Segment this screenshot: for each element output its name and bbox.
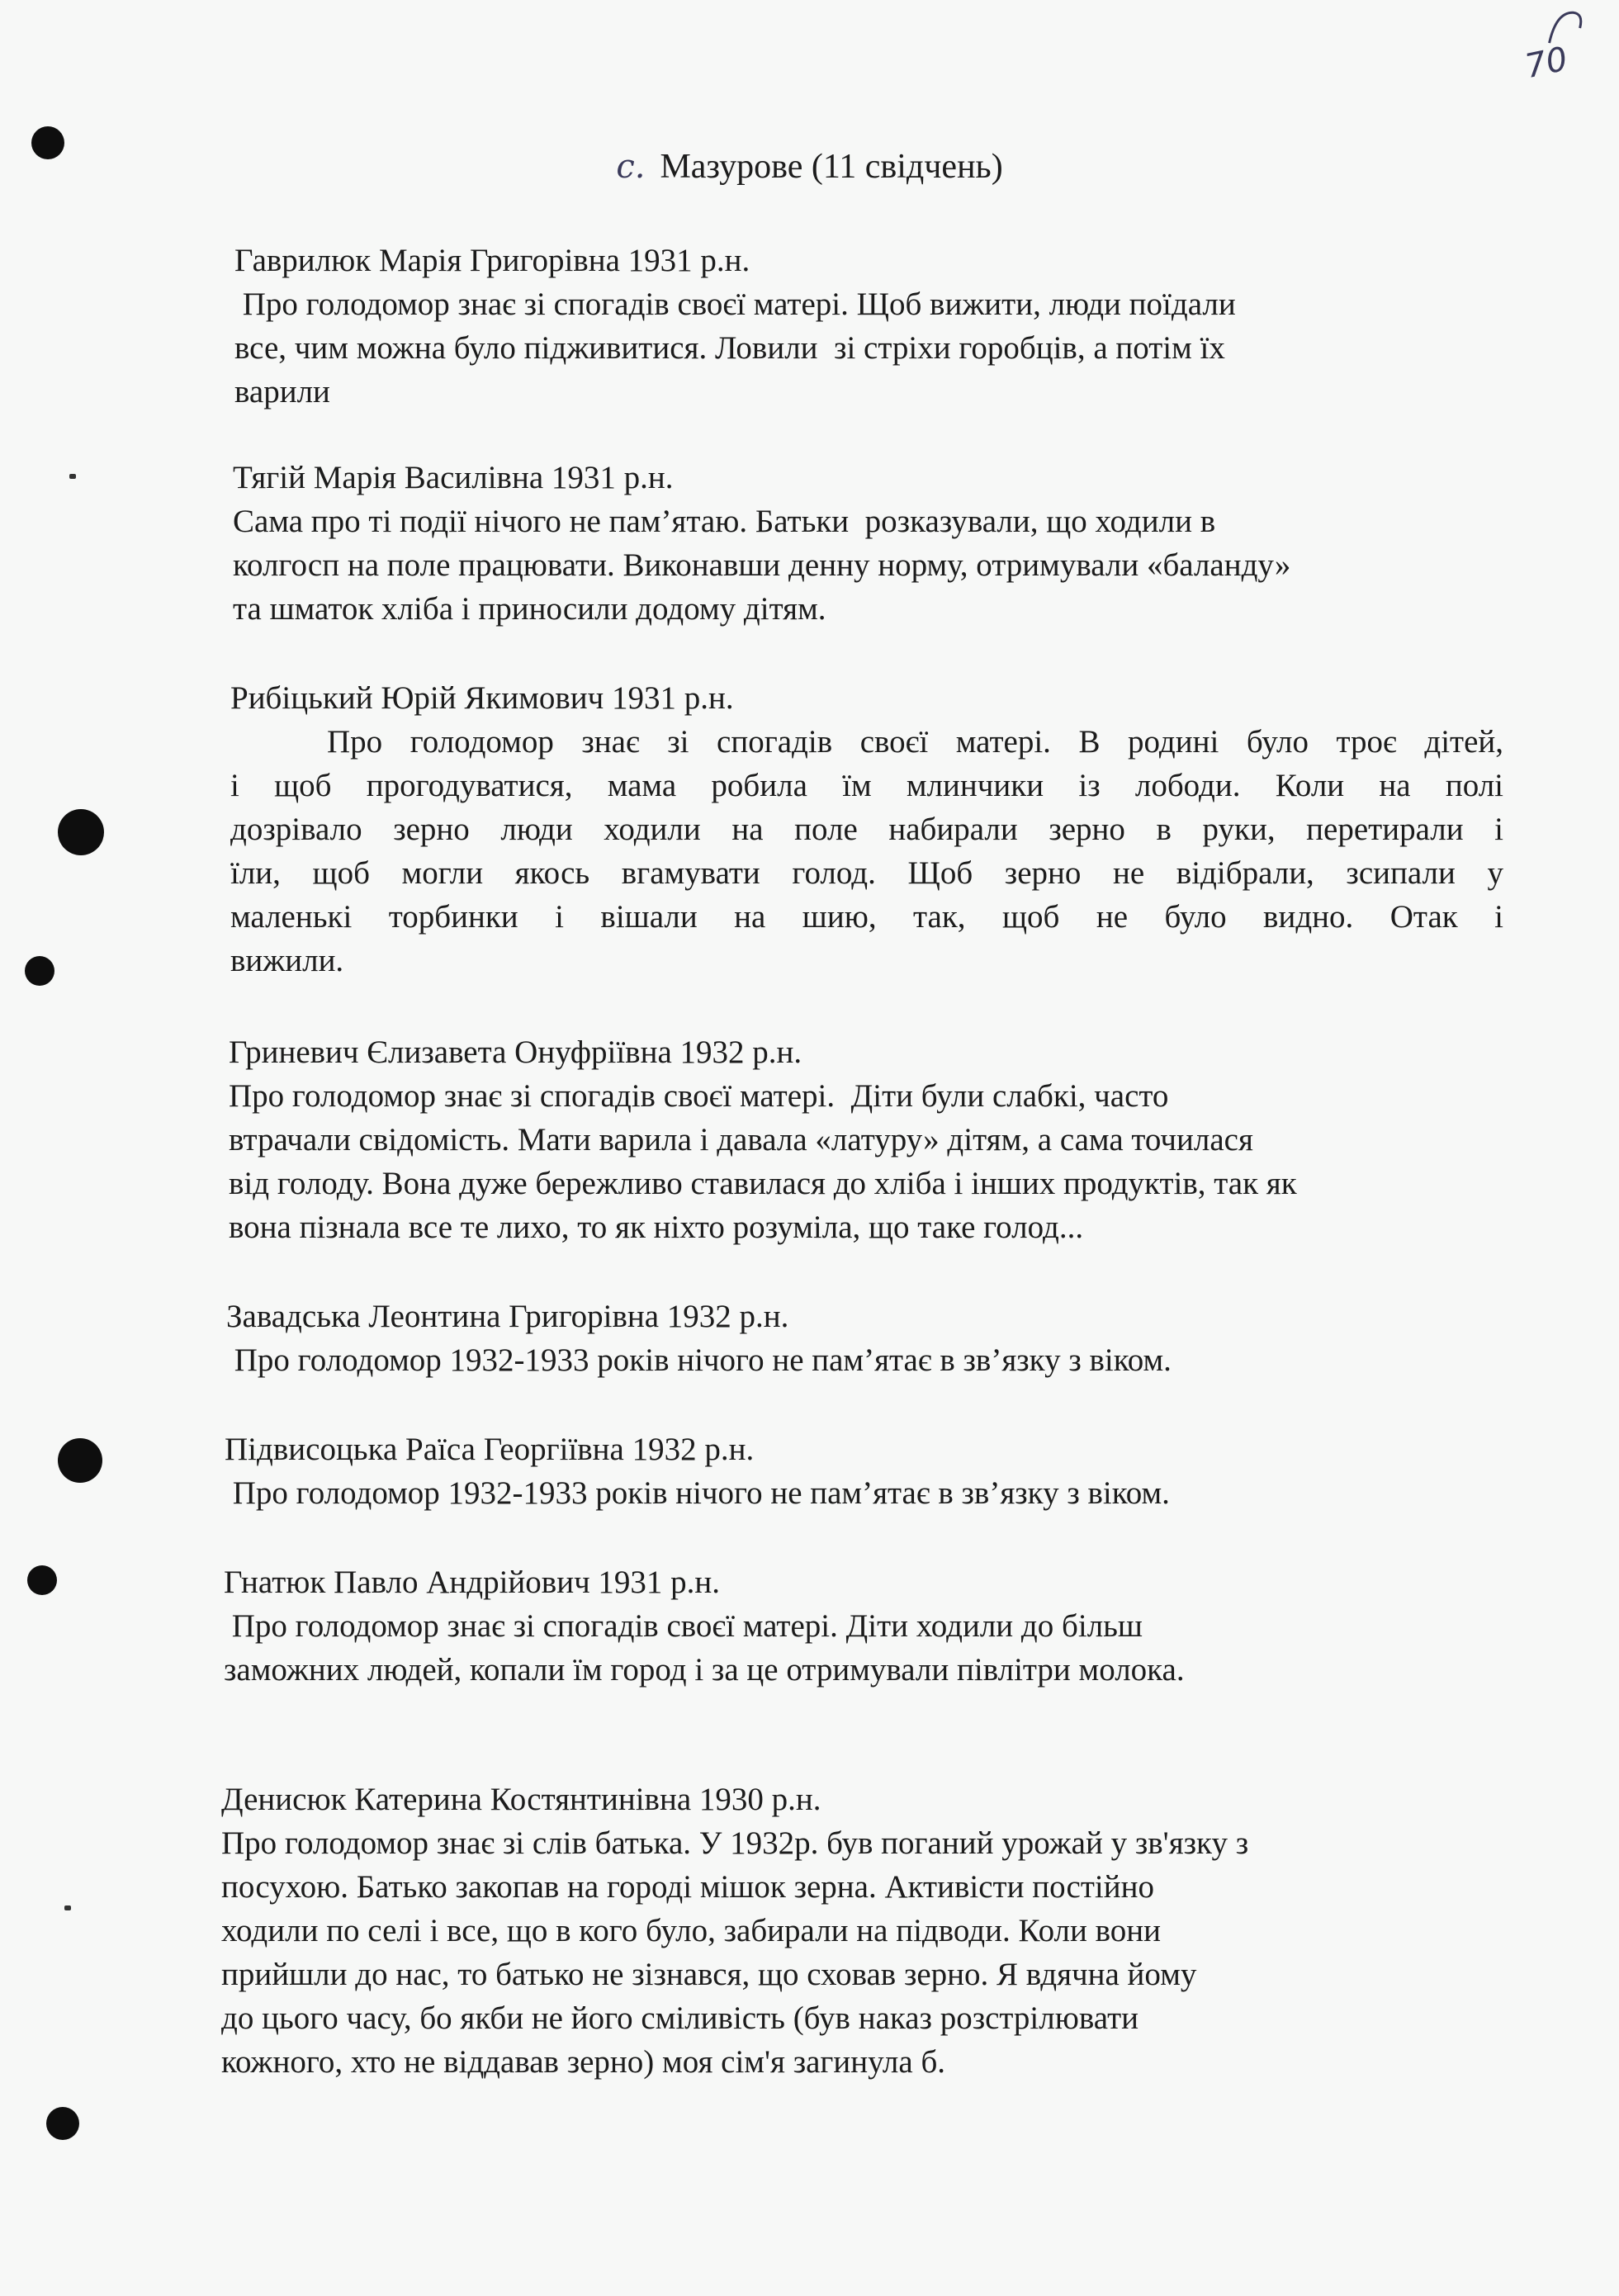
testimony-line: Про голодомор 1932-1933 років нічого не пам’ятає в зв’язку з віком. <box>225 1475 1170 1511</box>
testimony-line: кожного, хто не віддавав зерно) моя сім'я загинула б. <box>221 2044 946 2080</box>
testimony-line: вижили. <box>230 943 344 978</box>
testimony-entry <box>224 1560 1185 1692</box>
testimony-line: все, чим можна було підживитися. Ловили зі стріхи горобців, а потім їх <box>234 330 1225 366</box>
testimony-line: та шматок хліба і приносили додому дітям. <box>233 591 826 627</box>
testimony-line: Про голодомор знає зі спогадів своєї матері. Щоб вижити, люди поїдали <box>234 286 1236 322</box>
witness-name: Гриневич Єлизавета Онуфріївна 1932 р.н. <box>229 1034 802 1070</box>
testimony-line: вона пізнала все те лихо, то як ніхто розуміла, що таке голод... <box>229 1210 1084 1245</box>
testimony-line: від голоду. Вона дуже бережливо ставилася до хліба і інших продуктів, так як <box>229 1166 1297 1201</box>
punch-hole <box>25 956 54 986</box>
witness-name: Гнатюк Павло Андрійович 1931 р.н. <box>224 1565 721 1600</box>
punch-hole <box>27 1565 57 1595</box>
title-prefix-handwritten: с. <box>616 148 646 186</box>
witness-name: Гаврилюк Марія Григорівна 1931 р.н. <box>234 243 750 278</box>
testimony-line: до цього часу, бо якби не його сміливість (був наказ розстрілювати <box>221 2000 1139 2036</box>
witness-name: Підвисоцька Раїса Георгіївна 1932 р.н. <box>225 1432 755 1467</box>
witness-name: Тягій Марія Василівна 1931 р.н. <box>233 460 674 495</box>
handwritten-flourish <box>1539 1 1595 47</box>
testimony-line: посухою. Батько закопав на городі мішок зерна. Активісти постійно <box>221 1869 1154 1905</box>
testimony-entry <box>230 676 1503 982</box>
testimony-line: Про голодомор 1932-1933 років нічого не пам’ятає в зв’язку з віком. <box>226 1342 1172 1378</box>
binding-mark <box>64 1905 71 1910</box>
binding-mark <box>69 474 76 479</box>
punch-hole <box>58 1438 102 1483</box>
witness-name: Рибіцький Юрій Якимович 1931 р.н. <box>230 680 734 716</box>
testimony-entry <box>226 1295 1172 1382</box>
testimony-line: заможних людей, копали їм город і за це отримували півлітри молока. <box>224 1652 1185 1688</box>
punch-hole <box>58 809 104 855</box>
testimony-line: дозрівало зерно люди ходили на поле набирали зерно в руки, перетирали і <box>230 812 1503 847</box>
testimony-line: і щоб прогодуватися, мама робила їм млинчики із лободи. Коли на полі <box>230 768 1503 803</box>
testimony-line: колгосп на поле працювати. Виконавши денну норму, отримували «баланду» <box>233 547 1291 583</box>
witness-name: Денисюк Катерина Костянтинівна 1930 р.н. <box>221 1782 821 1817</box>
testimony-line: втрачали свідомість. Мати варила і давала «латуру» дітям, а сама точилася <box>229 1122 1253 1157</box>
testimony-line: маленькі торбинки і вішали на шию, так, щоб не було видно. Отак і <box>230 899 1503 935</box>
testimony-entry <box>221 1778 1248 2084</box>
testimony-line: Про голодомор знає зі спогадів своєї матері. В родині було троє дітей, <box>327 724 1503 760</box>
witness-name: Завадська Леонтина Григорівна 1932 р.н. <box>226 1299 789 1334</box>
testimony-entry <box>234 239 1236 414</box>
page-title <box>0 147 1619 187</box>
punch-hole <box>46 2107 79 2140</box>
testimony-line: Сама про ті події нічого не пам’ятаю. Батьки розказували, що ходили в <box>233 504 1216 539</box>
page-number <box>1515 1 1605 97</box>
testimony-line: їли, щоб могли якось вгамувати голод. Щоб зерно не відібрали, зсипали у <box>230 855 1503 891</box>
testimony-line: Про голодомор знає зі слів батька. У 1932р. був поганий урожай у зв'язку з <box>221 1825 1249 1861</box>
testimony-entry <box>233 456 1290 631</box>
testimony-line: прийшли до нас, то батько не зізнався, що сховав зерно. Я вдячна йому <box>221 1957 1197 1992</box>
page-number-text: 70 <box>1522 40 1571 87</box>
testimony-line: Про голодомор знає зі спогадів своєї матері. Діти були слабкі, часто <box>229 1078 1169 1114</box>
testimony-entry <box>229 1030 1297 1249</box>
testimony-entry <box>225 1427 1170 1515</box>
testimony-line: варили <box>234 374 330 409</box>
testimony-line: Про голодомор знає зі спогадів своєї матері. Діти ходили до більш <box>224 1608 1143 1644</box>
title-text: Мазурове (11 свідчень) <box>660 148 1003 186</box>
testimony-line: ходили по селі і все, що в кого було, забирали на підводи. Коли вони <box>221 1913 1162 1948</box>
